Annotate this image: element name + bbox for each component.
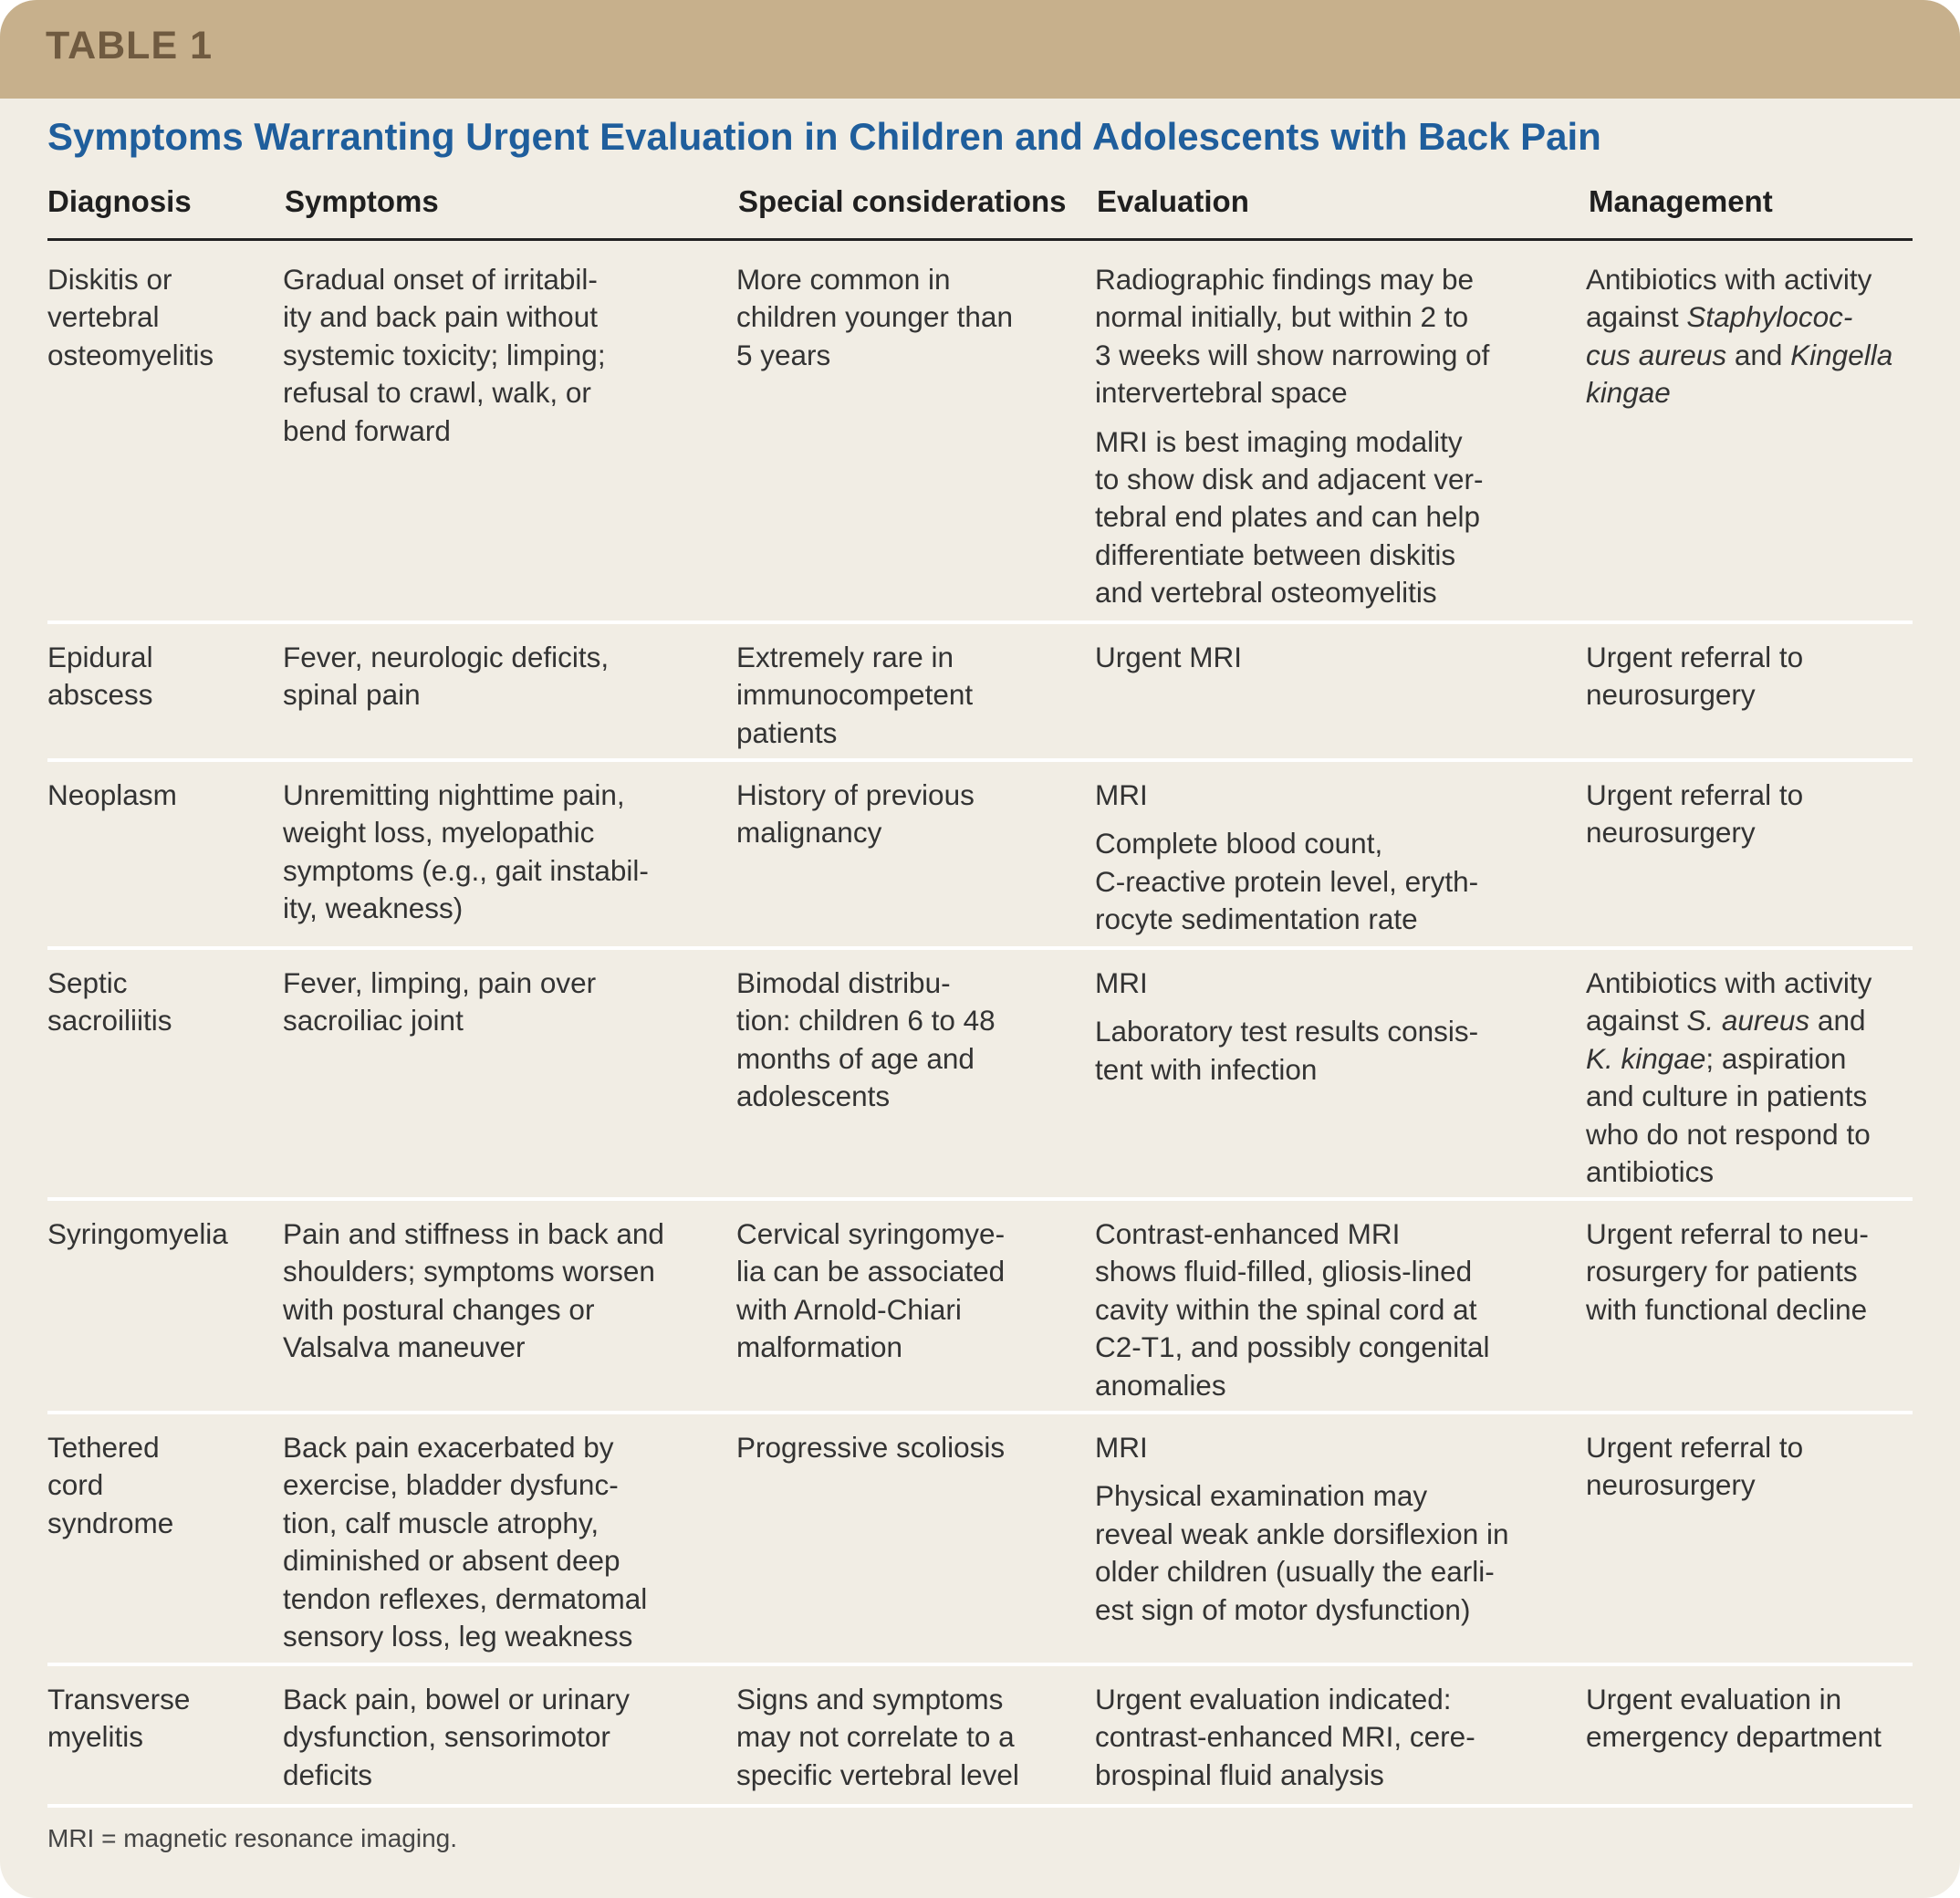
- symptoms-text: Fever, limping, pain over sacroiliac joint: [283, 966, 597, 1038]
- diagnosis-cell: [47, 1429, 276, 1553]
- symptoms-cell: [283, 777, 730, 939]
- evaluation-cell: [1095, 777, 1579, 950]
- management-text: Urgent evaluation in emergency department: [1586, 1683, 1882, 1754]
- row-divider: [47, 758, 1913, 762]
- evaluation-text: Urgent evaluation indicated: contrast-enhanced MRI, cere- brospinal fluid analysis: [1095, 1683, 1475, 1791]
- special-considerations-cell: [736, 965, 1088, 1127]
- management-text: Urgent referral to neurosurgery: [1586, 641, 1804, 712]
- column-header-special-considerations: Special considerations: [738, 184, 1067, 218]
- special-considerations-text: Cervical syringomye- lia can be associated with Arnold-Chiari malformation: [736, 1217, 1006, 1364]
- table-label: TABLE 1: [46, 24, 213, 68]
- column-header-management: Management: [1589, 184, 1773, 218]
- management-cell: [1586, 1215, 1919, 1340]
- diagnosis-text: Septic sacroiliitis: [47, 966, 172, 1038]
- row-divider: [47, 1411, 1913, 1414]
- evaluation-cell: [1095, 261, 1579, 623]
- row-divider: [47, 946, 1913, 950]
- management-cell: [1586, 639, 1919, 725]
- special-considerations-text: Signs and symptoms may not correlate to a specific vertebral level: [736, 1683, 1019, 1791]
- symptoms-text: Pain and stiffness in back and shoulders; symptoms worsen with postural changes or Valsalva maneuver: [283, 1217, 664, 1364]
- diagnosis-text: Syringomyelia: [47, 1217, 228, 1250]
- column-header-diagnosis: Diagnosis: [47, 184, 192, 218]
- evaluation-text: MRI is best imaging modality to show disk and adjacent ver- tebral end plates and can help differentiate between diskitis and vertebral osteomyelitis: [1095, 424, 1484, 610]
- management-text: Urgent referral to neurosurgery: [1586, 778, 1804, 850]
- diagnosis-cell: [47, 639, 276, 725]
- row-divider: [47, 1804, 1913, 1808]
- symptoms-cell: [283, 965, 730, 1051]
- special-considerations-cell: [736, 777, 1088, 863]
- evaluation-cell: [1095, 1681, 1579, 1805]
- special-considerations-cell: [736, 261, 1088, 385]
- special-considerations-text: Progressive scoliosis: [736, 1431, 1006, 1464]
- evaluation-cell: [1095, 639, 1579, 687]
- column-header-evaluation: Evaluation: [1097, 184, 1249, 218]
- diagnosis-text: Transverse myelitis: [47, 1683, 191, 1754]
- row-divider: [47, 1663, 1913, 1666]
- symptoms-text: Fever, neurologic deficits, spinal pain: [283, 641, 610, 712]
- diagnosis-text: Neoplasm: [47, 778, 177, 811]
- evaluation-text: MRI: [1095, 1431, 1148, 1464]
- diagnosis-cell: [47, 1681, 276, 1768]
- row-divider: [47, 620, 1913, 624]
- row-divider: [47, 1197, 1913, 1201]
- symptoms-text: Back pain exacerbated by exercise, bladder dysfunc- tion, calf muscle atrophy, diminished or absent deep tendon reflexes, dermatomal sensory loss, leg weakness: [283, 1431, 648, 1653]
- evaluation-cell: [1095, 1429, 1579, 1640]
- table-banner: [0, 0, 1960, 99]
- special-considerations-text: Extremely rare in immunocompetent patients: [736, 641, 974, 749]
- diagnosis-text: Tethered cord syndrome: [47, 1431, 174, 1539]
- management-cell: [1586, 261, 1919, 423]
- symptoms-text: Gradual onset of irritabil- ity and back pain without systemic toxicity; limping; refusal to crawl, walk, or bend forward: [283, 263, 606, 447]
- management-text: Antibiotics with activity against S. aureus and K. kingae; aspiration and culture in patients who do not respond to antibiotics: [1586, 966, 1872, 1189]
- special-considerations-text: Bimodal distribu- tion: children 6 to 48 months of age and adolescents: [736, 966, 996, 1113]
- management-cell: [1586, 1429, 1919, 1516]
- symptoms-text: Unremitting nighttime pain, weight loss, myelopathic symptoms (e.g., gait instabil- ity, weakness): [283, 778, 649, 925]
- evaluation-text: Laboratory test results consis- tent with infection: [1095, 1015, 1479, 1086]
- table-title: Symptoms Warranting Urgent Evaluation in Children and Adolescents with Back Pain: [47, 115, 1601, 158]
- symptoms-cell: [283, 1215, 730, 1378]
- evaluation-cell: [1095, 965, 1579, 1100]
- diagnosis-cell: [47, 777, 276, 825]
- evaluation-text: Physical examination may reveal weak ankle dorsiflexion in older children (usually the earli- est sign of motor dysfunction): [1095, 1479, 1509, 1626]
- diagnosis-cell: [47, 261, 276, 385]
- management-text: Antibiotics with activity against Staphylococ- cus aureus and Kingella kingae: [1586, 263, 1893, 410]
- symptoms-cell: [283, 639, 730, 725]
- symptoms-cell: [283, 261, 730, 461]
- diagnosis-text: Epidural abscess: [47, 641, 153, 712]
- header-rule: [47, 238, 1913, 241]
- column-header-symptoms: Symptoms: [285, 184, 439, 218]
- diagnosis-cell: [47, 1215, 276, 1264]
- evaluation-text: Complete blood count, C-reactive protein level, eryth- rocyte sedimentation rate: [1095, 827, 1479, 936]
- evaluation-text: Urgent MRI: [1095, 641, 1243, 673]
- diagnosis-text: Diskitis or vertebral osteomyelitis: [47, 263, 214, 371]
- special-considerations-cell: [736, 1429, 1088, 1477]
- symptoms-text: Back pain, bowel or urinary dysfunction, sensorimotor deficits: [283, 1683, 630, 1791]
- management-cell: [1586, 777, 1919, 863]
- management-cell: [1586, 1681, 1919, 1768]
- symptoms-cell: [283, 1681, 730, 1805]
- management-cell: [1586, 965, 1919, 1202]
- symptoms-cell: [283, 1429, 730, 1666]
- special-considerations-text: More common in children younger than 5 years: [736, 263, 1013, 371]
- special-considerations-text: History of previous malignancy: [736, 778, 975, 850]
- management-text: Urgent referral to neurosurgery: [1586, 1431, 1804, 1502]
- evaluation-text: Radiographic findings may be normal initially, but within 2 to 3 weeks will show narrowing of intervertebral space: [1095, 263, 1490, 410]
- diagnosis-cell: [47, 965, 276, 1051]
- evaluation-text: MRI: [1095, 966, 1148, 999]
- special-considerations-cell: [736, 639, 1088, 763]
- evaluation-text: MRI: [1095, 778, 1148, 811]
- management-text: Urgent referral to neu- rosurgery for patients with functional decline: [1586, 1217, 1869, 1326]
- special-considerations-cell: [736, 1681, 1088, 1805]
- evaluation-text: Contrast-enhanced MRI shows fluid-filled, gliosis-lined cavity within the spinal cord at C2-T1, and possibly congenital anomalies: [1095, 1217, 1490, 1402]
- special-considerations-cell: [736, 1215, 1088, 1378]
- evaluation-cell: [1095, 1215, 1579, 1415]
- table-footnote: MRI = magnetic resonance imaging.: [47, 1824, 457, 1852]
